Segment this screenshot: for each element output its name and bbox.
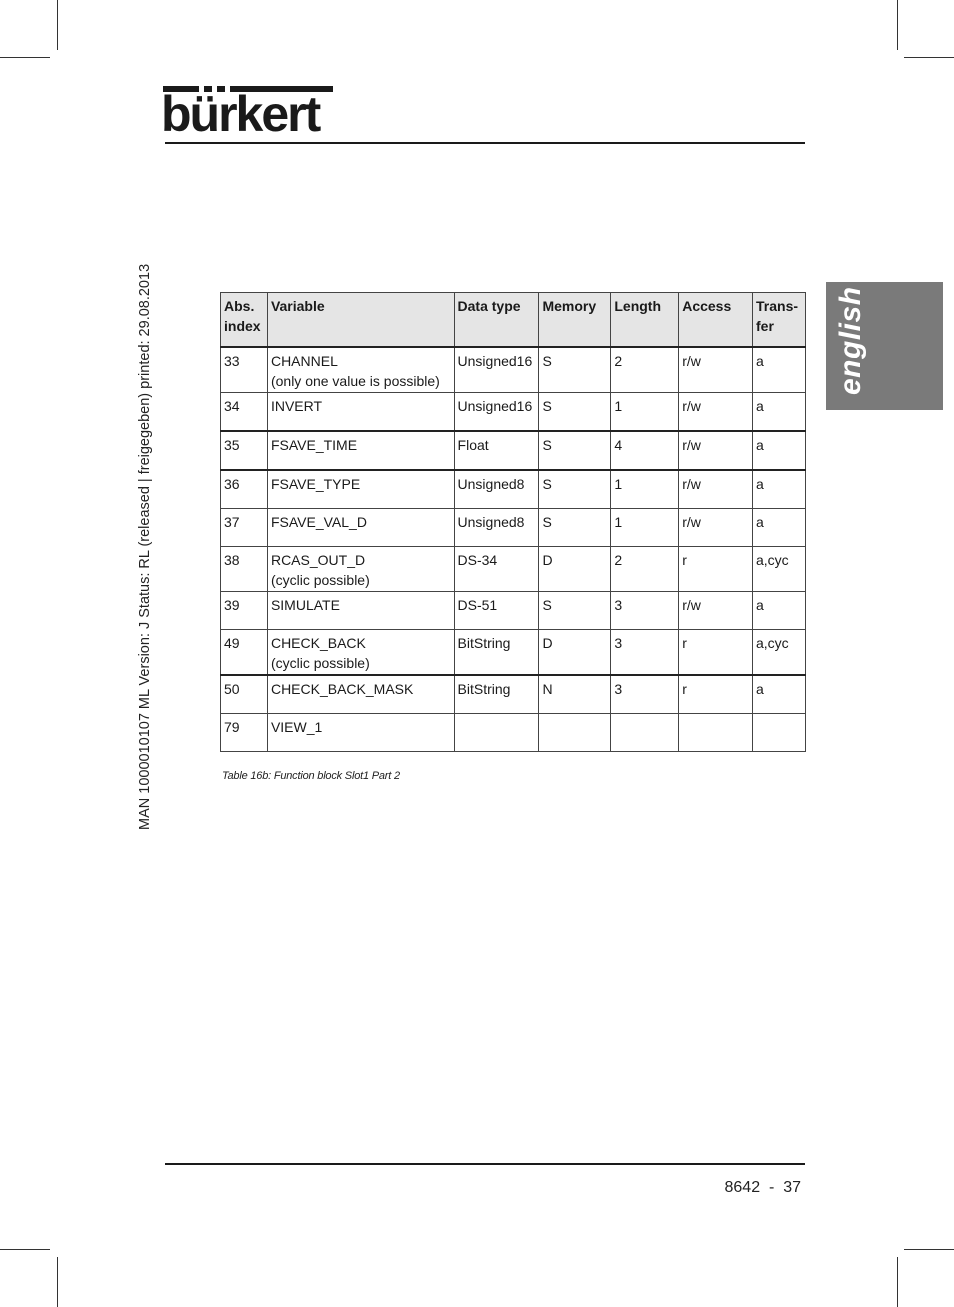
table-row [221, 431, 806, 470]
cell-memory: S [539, 592, 611, 630]
footer-rule [165, 1163, 805, 1165]
cell-variable: CHECK_BACK (cyclic possible) [267, 630, 454, 676]
col-header-access: Access [679, 293, 753, 348]
cell-data-type: DS-51 [454, 592, 539, 630]
crop-mark [0, 57, 50, 58]
table-row [221, 347, 806, 393]
cell-access: r/w [679, 393, 753, 432]
cell-transfer: a [753, 431, 806, 470]
crop-mark [0, 1249, 50, 1250]
cell-data-type: Unsigned16 [454, 393, 539, 432]
cell-access: r/w [679, 431, 753, 470]
cell-length: 1 [611, 470, 679, 509]
brand-name: bürkert [161, 86, 320, 142]
cell-data-type: Unsigned8 [454, 470, 539, 509]
col-header-data-type: Data type [454, 293, 539, 348]
cell-data-type: BitString [454, 630, 539, 676]
language-tab [826, 282, 943, 410]
cell-variable: RCAS_OUT_D (cyclic possible) [267, 547, 454, 592]
table-row [221, 675, 806, 714]
cell-variable: CHECK_BACK_MASK [267, 675, 454, 714]
cell-memory: S [539, 347, 611, 393]
cell-variable: SIMULATE [267, 592, 454, 630]
crop-mark [897, 1257, 898, 1307]
col-header-memory: Memory [539, 293, 611, 348]
cell-access: r [679, 630, 753, 676]
cell-variable: VIEW_1 [267, 714, 454, 752]
cell-memory [539, 714, 611, 752]
cell-variable: FSAVE_TIME [267, 431, 454, 470]
table-row [221, 547, 806, 592]
table-row [221, 509, 806, 547]
cell-index: 38 [221, 547, 268, 592]
cell-transfer: a [753, 470, 806, 509]
cell-length: 2 [611, 547, 679, 592]
cell-index: 79 [221, 714, 268, 752]
cell-access: r/w [679, 592, 753, 630]
cell-length: 1 [611, 509, 679, 547]
cell-index: 33 [221, 347, 268, 393]
cell-transfer: a [753, 393, 806, 432]
cell-access: r [679, 547, 753, 592]
cell-data-type: Unsigned8 [454, 509, 539, 547]
col-header-length: Length [611, 293, 679, 348]
cell-memory: D [539, 630, 611, 676]
cell-data-type: DS-34 [454, 547, 539, 592]
col-header-transfer: Trans- fer [753, 293, 806, 348]
cell-length [611, 714, 679, 752]
cell-length: 4 [611, 431, 679, 470]
function-block-table [220, 292, 806, 752]
cell-access: r/w [679, 470, 753, 509]
crop-mark [57, 0, 58, 50]
cell-index: 35 [221, 431, 268, 470]
cell-variable: FSAVE_TYPE [267, 470, 454, 509]
cell-length: 1 [611, 393, 679, 432]
cell-data-type: Float [454, 431, 539, 470]
cell-index: 37 [221, 509, 268, 547]
cell-transfer: a [753, 592, 806, 630]
cell-length: 3 [611, 630, 679, 676]
cell-transfer: a [753, 509, 806, 547]
cell-variable: CHANNEL (only one value is possible) [267, 347, 454, 393]
cell-length: 2 [611, 347, 679, 393]
cell-access [679, 714, 753, 752]
cell-variable: FSAVE_VAL_D [267, 509, 454, 547]
header-rule [165, 142, 805, 144]
language-label: english [834, 286, 867, 395]
cell-access: r/w [679, 347, 753, 393]
cell-length: 3 [611, 675, 679, 714]
cell-access: r/w [679, 509, 753, 547]
cell-transfer: a,cyc [753, 547, 806, 592]
cell-memory: S [539, 393, 611, 432]
cell-transfer: a [753, 675, 806, 714]
crop-mark [904, 1249, 954, 1250]
cell-transfer [753, 714, 806, 752]
table-row [221, 393, 806, 432]
cell-memory: S [539, 431, 611, 470]
cell-index: 49 [221, 630, 268, 676]
cell-data-type [454, 714, 539, 752]
col-header-variable: Variable [267, 293, 454, 348]
cell-variable: INVERT [267, 393, 454, 432]
cell-transfer: a [753, 347, 806, 393]
crop-mark [57, 1257, 58, 1307]
cell-index: 34 [221, 393, 268, 432]
page-number: 8642 - 37 [724, 1179, 801, 1196]
cell-memory: S [539, 509, 611, 547]
document-status: MAN 1000010107 ML Version: J Status: RL (released | freigegeben) printed: 29.08.2013 [137, 263, 153, 830]
cell-index: 36 [221, 470, 268, 509]
col-header-abs-index: Abs. index [221, 293, 268, 348]
cell-memory: S [539, 470, 611, 509]
cell-data-type: Unsigned16 [454, 347, 539, 393]
cell-transfer: a,cyc [753, 630, 806, 676]
table-header-row [221, 293, 806, 348]
cell-length: 3 [611, 592, 679, 630]
cell-memory: N [539, 675, 611, 714]
crop-mark [897, 0, 898, 50]
table-row [221, 592, 806, 630]
cell-index: 39 [221, 592, 268, 630]
cell-access: r [679, 675, 753, 714]
crop-mark [904, 57, 954, 58]
table-row [221, 714, 806, 752]
cell-memory: D [539, 547, 611, 592]
table-caption: Table 16b: Function block Slot1 Part 2 [222, 770, 400, 782]
table-row [221, 470, 806, 509]
cell-index: 50 [221, 675, 268, 714]
table-row [221, 630, 806, 676]
cell-data-type: BitString [454, 675, 539, 714]
